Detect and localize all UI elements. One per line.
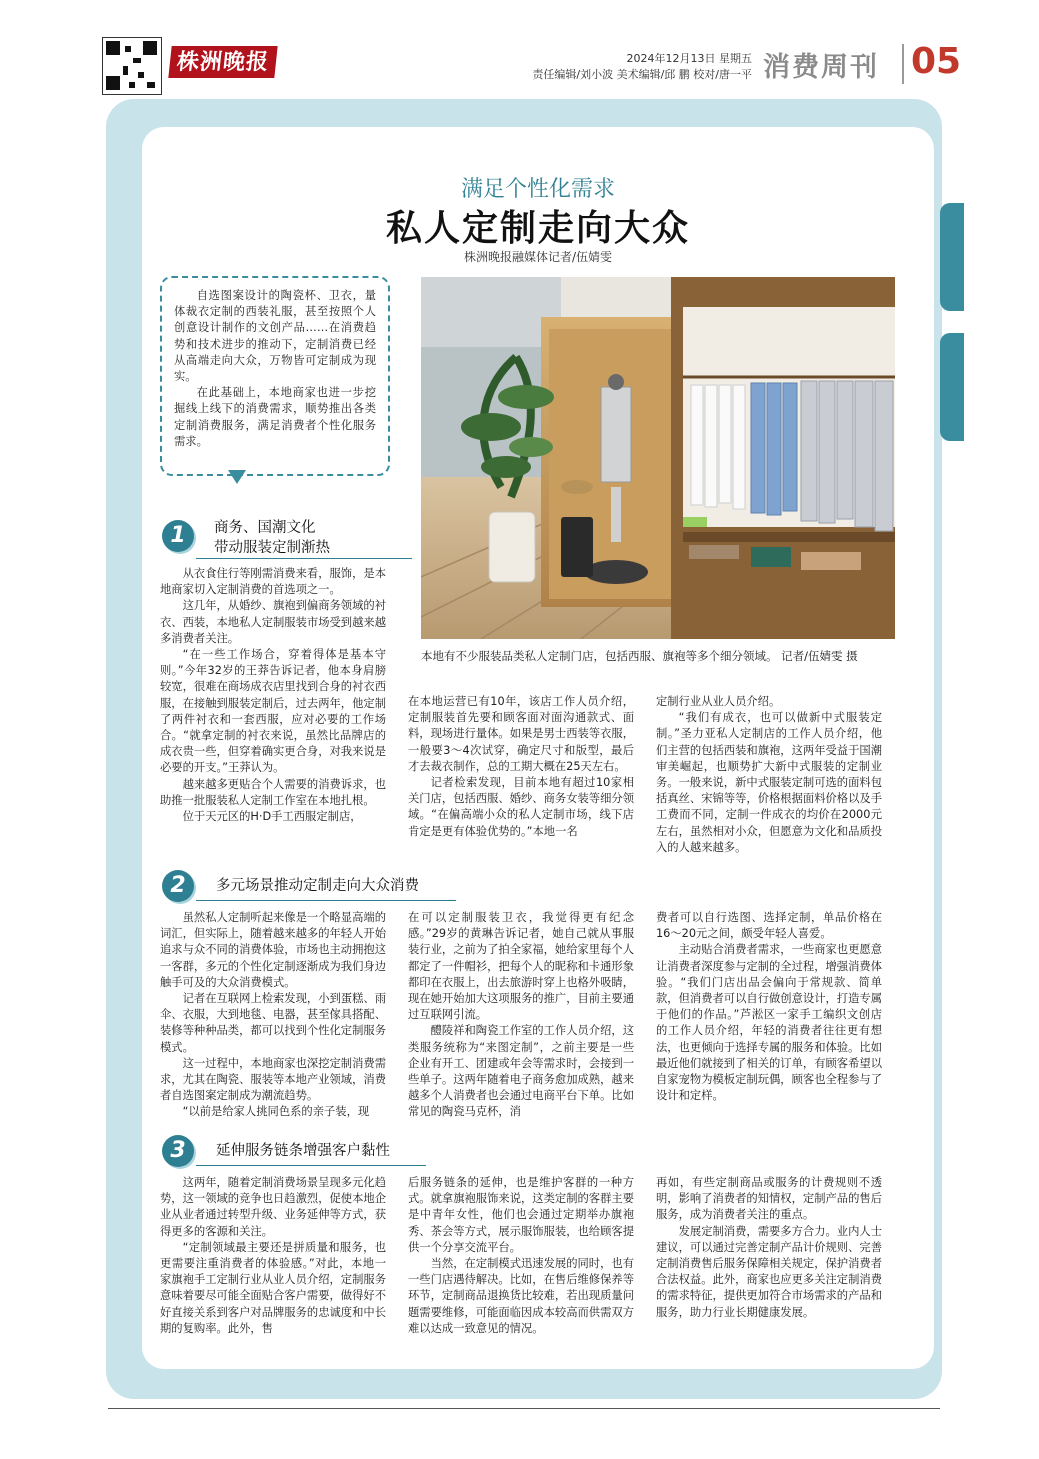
store-photo xyxy=(421,277,895,639)
section-1-column-3 xyxy=(656,694,882,856)
section-3-title: 延伸服务链条增强客户黏性 xyxy=(216,1143,390,1159)
paragraph: 这两年，随着定制消费场景呈现多元化趋势，这一领域的竞争也日趋激烈，促使本地企业从业者通过转型升级、业务延伸等方式，获得更多的客源和关注。 xyxy=(160,1176,386,1238)
intro-pointer xyxy=(228,470,246,484)
paragraph: 在本地运营已有10年，该店工作人员介绍，定制服装首先要和顾客面对面沟通款式、面料，现场进行量体。如果是男士西装等衣服，一般要3～4次试穿，确定尺寸和版型，最后才去裁衣制作，总的工期大概在25天左右。 xyxy=(408,695,634,773)
newspaper-logo: 株洲晚报 xyxy=(168,46,277,78)
section-2-rule xyxy=(196,900,456,901)
section-title-line: 商务、国潮文化 xyxy=(214,520,316,536)
paragraph: 当然，在定制模式迅速发展的同时，也有一些门店遇待解决。比如，在售后维修保养等环节，定制商品退换货比较难，若出现质量问题需要维修，可能面临因成本较高而供需双方难以达成一致意见的情况。 xyxy=(408,1257,634,1335)
paragraph: “我们有成衣，也可以做新中式服装定制。”圣力亚私人定制店的工作人员介绍，他们主营的包括西装和旗袍，这两年受益于国潮审美崛起，也顺势扩大新中式服装的定制业务。一般来说，新中式服装定制可选的面料包括真丝、宋锦等等，价格根据面料价格以及手工费而不同，定制一件成衣的均价在2000元左右，虽然相对小众，但愿意为文化和品质投入的人越来越多。 xyxy=(656,711,882,854)
section-2-column-3 xyxy=(656,910,882,1104)
footer-rule xyxy=(108,1408,940,1409)
paragraph: 位于天元区的H·D手工西服定制店， xyxy=(182,810,362,824)
side-tab-top xyxy=(940,203,964,311)
editors-line: 责任编辑/刘小波 美术编辑/邱 鹏 校对/唐一平 xyxy=(532,68,752,81)
paragraph: 再如，有些定制商品或服务的计费规则不透明，影响了消费者的知情权，定制产品的售后服务，成为消费者关注的重点。 xyxy=(656,1176,882,1222)
issue-date: 2024年12月13日 星期五 xyxy=(626,52,752,65)
paragraph: “定制领域最主要还是拼质量和服务，也更需要注重消费者的体验感。”对此，本地一家旗袍手工定制行业从业人员介绍，定制服务意味着要尽可能全面贴合客户需要，做得好不好直接关系到客户对品牌服务的忠诚度和中长期的复购率。此外，售 xyxy=(160,1240,386,1335)
paragraph: 后服务链条的延伸，也是维护客群的一种方式。就拿旗袍服饰来说，这类定制的客群主要是中青年女性，他们也会通过定期举办旗袍秀、茶会等方式，展示服饰服装，也给顾客提供一个分享交流平台。 xyxy=(408,1176,634,1254)
issue-info xyxy=(532,51,752,83)
article-subtitle: 满足个性化需求 xyxy=(460,177,615,202)
intro-paragraph: 自选图案设计的陶瓷杯、卫衣，量体裁衣定制的西装礼服，甚至按照个人创意设计制作的文创产品……在消费趋势和技术进步的推动下，定制消费已经从高端走向大众，万物皆可定制成为现实。 xyxy=(174,289,376,384)
paragraph: 虽然私人定制听起来像是一个略显高端的词汇，但实际上，随着越来越多的年轻人开始追求与众不同的消费体验，市场也主动拥抱这一客群，多元的个性化定制逐渐成为我们身边触手可及的大众消费模式。 xyxy=(160,911,386,989)
photo-caption: 本地有不少服装品类私人定制门店，包括西服、旗袍等多个细分领域。 记者/伍婧雯 摄 xyxy=(421,649,858,663)
section-1-column-1 xyxy=(160,566,386,825)
paragraph: “在一些工作场合，穿着得体是基本守则。”今年32岁的王莽告诉记者，他本身肩膀较宽，很难在商场成衣店里找到合身的衬衣西服，在接触到服装定制后，过去两年，他定制了两件衬衣和一套西服，应对必要的工作场合。“就拿定制的衬衣来说，虽然比品牌店的成衣贵一些，但穿着确实更合身，对我来说是必要的开支。”王莽认为。 xyxy=(160,648,386,775)
section-3-column-3 xyxy=(656,1175,882,1321)
page-number: 05 xyxy=(911,41,962,82)
intro-paragraph: 在此基础上，本地商家也进一步挖掘线上线下的消费需求，顺势推出各类定制消费服务，满足消费者个性化服务需求。 xyxy=(174,386,376,448)
paragraph: 定制行业从业人员介绍。 xyxy=(656,695,781,708)
section-3-badge: 3 xyxy=(162,1135,194,1167)
paragraph: 这一过程中，本地商家也深挖定制消费需求，尤其在陶瓷、服装等本地产业领域，消费者自选图案定制成为潮流趋势。 xyxy=(160,1056,386,1103)
article-byline: 株洲晚报融媒体记者/伍婧雯 xyxy=(463,250,613,264)
paragraph: 费者可以自行选图、选择定制，单品价格在16～20元之间，颇受年轻人喜爱。 xyxy=(656,911,882,941)
paragraph: 越来越多更贴合个人需要的消费诉求，也助推一批服装私人定制工作室在本地扎根。 xyxy=(160,777,386,807)
side-tab-bottom xyxy=(940,333,964,441)
paragraph: “以前是给家人挑同色系的亲子装，现 xyxy=(182,1105,370,1119)
paragraph: 从衣食住行等刚需消费来看，服饰，是本地商家切入定制消费的首选项之一。 xyxy=(160,567,386,597)
article-title: 私人定制走向大众 xyxy=(385,207,690,249)
paragraph: 主动贴合消费者需求，一些商家也更愿意让消费者深度参与定制的全过程，增强消费体验。“我们门店出品会偏向于常规款、简单款，但消费者可以自行做创意设计，打造专属于他们的作品。”芦淞区一家手工编织文创店的工作人员介绍，年轻的消费者往往更有想法，也更倾向于选择专属的服务和体验。比如最近他们就接到了相关的订单，有顾客希望以自家宠物为模板定制玩偶，顾客也全程参与了设计和定样。 xyxy=(656,943,882,1103)
paragraph: 这几年，从婚纱、旗袍到偏商务领域的衬衣、西装，本地私人定制服装市场受到越来越多消费者关注。 xyxy=(160,599,386,645)
paragraph: 醴陵祥和陶瓷工作室的工作人员介绍，这类服务统称为“来图定制”，之前主要是一些企业有开工、团建或年会等需求时，会接到一些单子。这两年随着电子商务愈加成熟，越来越多个人消费者也会通过电商平台下单。比如常见的陶瓷马克杯，消 xyxy=(408,1024,634,1119)
section-1-badge: 1 xyxy=(162,520,194,552)
section-2-badge: 2 xyxy=(162,870,194,902)
section-2-column-1 xyxy=(160,910,386,1121)
section-title-line: 带动服装定制渐热 xyxy=(214,540,330,556)
section-2-column-2 xyxy=(408,910,634,1121)
section-name: 消费周刊 xyxy=(763,52,879,83)
section-1-title xyxy=(214,518,330,558)
paragraph: 记者检索发现，目前本地有超过10家相关门店，包括西服、婚纱、商务女装等细分领域。“在偏高端小众的私人定制市场，线下店肯定是更有体验优势的。”本地一名 xyxy=(408,776,634,838)
section-3-rule xyxy=(196,1165,426,1166)
section-1-rule xyxy=(196,558,412,559)
intro-box xyxy=(160,276,390,476)
section-2-title: 多元场景推动定制走向大众消费 xyxy=(216,878,419,894)
section-3-column-2 xyxy=(408,1175,634,1337)
qr-code xyxy=(102,37,162,95)
paragraph: 发展定制消费，需要多方合力。业内人士建议，可以通过完善定制产品计价规则、完善定制消费售后服务保障相关规定，保护消费者合法权益。此外，商家也应更多关注定制消费的需求特征，提供更加符合市场需求的产品和服务，助力行业长期健康发展。 xyxy=(656,1224,882,1319)
section-1-column-2 xyxy=(408,694,634,840)
section-3-column-1 xyxy=(160,1175,386,1337)
paragraph: 记者在互联网上检索发现，小到蛋糕、雨伞、衣服，大到地毯、电器，甚至傢具搭配、装修等种种品类，都可以找到个性化定制服务模式。 xyxy=(160,992,386,1054)
masthead-divider xyxy=(902,44,904,84)
paragraph: 在可以定制服装卫衣，我觉得更有纪念感。”29岁的黄琳告诉记者，她自己就从事服装行业，之前为了拍全家福，她给家里每个人都定了一件帽衫，把每个人的昵称和卡通形象都印在衣服上，出去旅游时穿上也格外吸睛，现在她开始加大这项服务的推广，目前主要通过互联网引流。 xyxy=(408,911,634,1022)
